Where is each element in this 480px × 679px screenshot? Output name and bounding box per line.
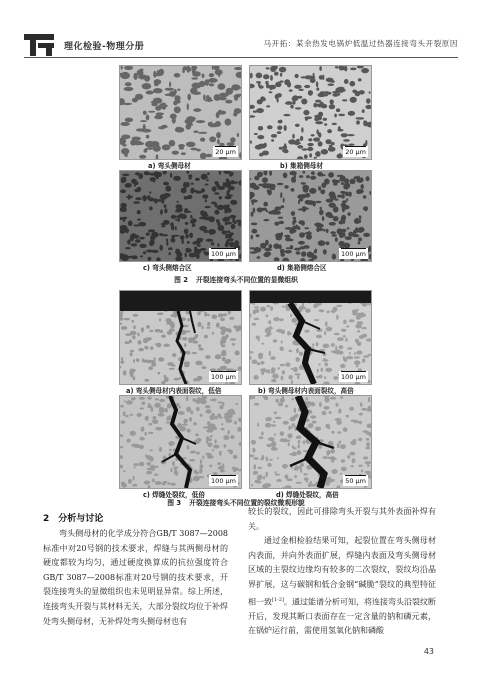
left-paragraph: 弯头侧母材的化学成分符合GB/T 3087—2008标准中对20号钢的技术要求，焊缝与其两侧母材的硬度都较为均匀，通过硬度换算成的抗拉强度符合GB/T 3087—2008标准对20号钢的技术要求，开裂连接弯头的显微组织也未见明显异常。综上所述，连接弯头开裂与其材料无关，大部分裂纹均位于补焊处弯头侧母材，无补焊处弯头侧母材也有: [43, 529, 228, 626]
fig2d-scale-bar: 100 μm: [339, 248, 368, 259]
fig3a-micrograph: [119, 290, 242, 385]
citation-ref: [1-2]: [272, 596, 284, 603]
fig3c-micrograph: [119, 395, 242, 489]
fig3d-micrograph: [249, 395, 372, 489]
fig2-caption-label: 图 2: [174, 276, 188, 284]
right-paragraph-2: [248, 534, 436, 639]
right-paragraph-1: 较长的裂纹，因此可排除弯头开裂与其外表面补焊有关。: [248, 507, 436, 531]
fig3-caption-text: 开裂连接弯头不同位置的裂纹微观形貌: [189, 499, 305, 507]
fig3c-scale-bar: 100 μm: [209, 475, 238, 486]
fig3-caption-label: 图 3: [167, 499, 182, 507]
fig2a-scale-bar: 20 μm: [213, 146, 238, 157]
running-head: 马开拓：某余热发电锅炉低温过热器连接弯头开裂原因: [263, 39, 458, 48]
right-paragraph-2-text-b: 。通过能谱分析可知，将连接弯头沿裂纹断开后，发现其断口表面存在一定含量的钠和磷元素，在锅炉运行前，需使用氢氧化钠和磷酸: [248, 597, 437, 636]
section-heading: 2 分析与讨论: [43, 514, 104, 524]
fig3b-caption: b) 弯头侧母材内表面裂纹，高倍: [258, 387, 354, 395]
fig2b-scale-bar: 20 μm: [343, 146, 368, 157]
fig3b-scale-bar: 100 μm: [339, 371, 368, 382]
fig2-caption-text: 开裂连接弯头不同位置的显微组织: [195, 276, 298, 284]
fig3a-scale-bar: 100 μm: [209, 371, 238, 382]
fig2a-caption: a) 弯头侧母材: [148, 162, 191, 170]
fig3c-caption: c) 焊缝处裂纹，低倍: [143, 491, 205, 499]
left-column: [43, 527, 228, 629]
fig2c-caption: c) 弯头侧熔合区: [143, 264, 192, 272]
fig3d-caption: d) 焊缝处裂纹，高倍: [276, 491, 339, 499]
fig2c-scale-bar: 100 μm: [209, 248, 238, 259]
page-number: 43: [423, 647, 434, 656]
right-paragraph-2-text-a: 通过金相检验结果可知，起裂位置在弯头侧母材内表面，并向外表面扩展，焊缝内表面及弯头侧母材区域的主裂纹边缘均有较多的二次裂纹，裂纹均沿晶界扩展，这与碳钢和低合金钢“碱脆”裂纹的典型特征相一致: [248, 536, 436, 607]
right-column: [248, 505, 436, 639]
fig3b-micrograph: [249, 290, 372, 385]
journal-logo-text: 理化检验-物理分册: [64, 42, 145, 52]
fig2b-caption: b) 集箱侧母材: [280, 162, 323, 170]
fig2d-caption: d) 集箱侧熔合区: [277, 264, 327, 272]
fig3a-caption: a) 弯头侧母材内表面裂纹，低倍: [126, 387, 222, 395]
fig3d-scale-bar: 50 μm: [343, 475, 368, 486]
